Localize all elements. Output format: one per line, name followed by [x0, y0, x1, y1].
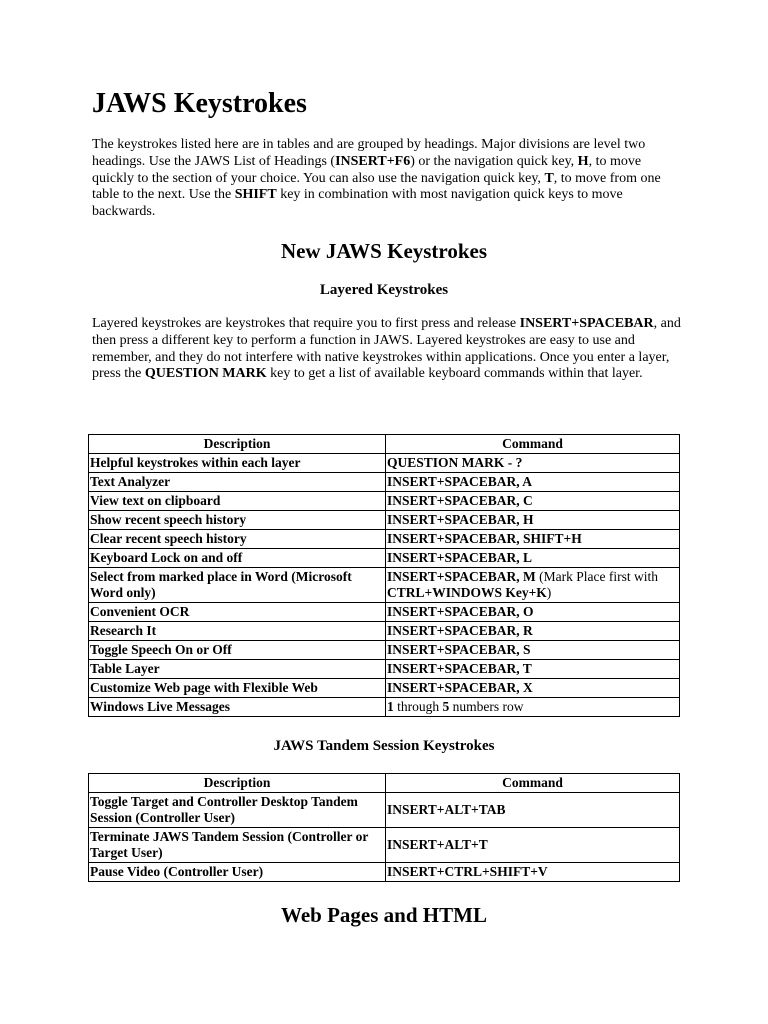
command-bold: 1: [387, 699, 394, 714]
command-cell: INSERT+SPACEBAR, SHIFT+H: [386, 530, 680, 549]
table-row: [89, 454, 680, 473]
intro-bold-1: INSERT+F6: [335, 153, 411, 169]
table-row: [89, 828, 680, 863]
command-cell: INSERT+SPACEBAR, C: [386, 492, 680, 511]
page-title: JAWS Keystrokes: [92, 88, 307, 119]
description-cell: Customize Web page with Flexible Web: [89, 679, 386, 698]
description-cell: Windows Live Messages: [89, 698, 386, 717]
command-cell: [386, 698, 680, 717]
layered-text-2: , and then press a different key to perform a function in JAWS. Layered keystrokes are easy to use and remember, and they do not interfere with native keystrokes within applications. Once you enter a layer, press the: [92, 316, 681, 382]
intro-bold-2: H: [577, 153, 589, 169]
command-cell: INSERT+SPACEBAR, O: [386, 603, 680, 622]
table-row: [89, 793, 680, 828]
table-header-row: [89, 435, 680, 454]
description-cell: Toggle Speech On or Off: [89, 641, 386, 660]
description-cell: Research It: [89, 622, 386, 641]
description-cell: Select from marked place in Word (Microsoft Word only): [89, 568, 386, 603]
subheading-tandem: JAWS Tandem Session Keystrokes: [273, 738, 495, 754]
intro-text-2: ) or the navigation quick key,: [410, 153, 578, 169]
intro-bold-4: SHIFT: [234, 187, 277, 203]
table-row: [89, 549, 680, 568]
column-header-description: Description: [89, 435, 386, 454]
command-cell: [386, 568, 680, 603]
intro-bold-3: T: [544, 170, 554, 186]
column-header-command: Command: [386, 774, 680, 793]
command-bold: CTRL+WINDOWS Key+K: [387, 585, 547, 600]
command-note: numbers row: [449, 699, 524, 714]
command-cell: INSERT+ALT+TAB: [386, 793, 680, 828]
intro-paragraph: [92, 137, 682, 221]
table-row: [89, 530, 680, 549]
intro-text-5: key in combination with most navigation quick keys to move backwards.: [92, 187, 623, 220]
column-header-description: Description: [89, 774, 386, 793]
table-row: [89, 641, 680, 660]
tandem-keystrokes-table: [88, 773, 680, 882]
layered-bold-2: QUESTION MARK: [144, 366, 267, 382]
section-heading-new-keystrokes: New JAWS Keystrokes: [280, 239, 488, 263]
section-heading-web-pages: Web Pages and HTML: [281, 903, 487, 927]
description-cell: Clear recent speech history: [89, 530, 386, 549]
subheading-layered: Layered Keystrokes: [319, 282, 449, 298]
layered-text-1: Layered keystrokes are keystrokes that require you to first press and release: [92, 316, 520, 331]
description-cell: Convenient OCR: [89, 603, 386, 622]
command-cell: INSERT+SPACEBAR, H: [386, 511, 680, 530]
description-cell: Terminate JAWS Tandem Session (Controller or Target User): [89, 828, 386, 863]
command-cell: INSERT+SPACEBAR, R: [386, 622, 680, 641]
intro-text-3: , to move quickly to the section of your choice. You can also use the navigation quick key,: [92, 153, 642, 186]
intro-text-1: The keystrokes listed here are in tables and are grouped by headings. Major divisions are level two headings. Use the JAWS List of Headings (: [92, 137, 646, 169]
table-row: [89, 492, 680, 511]
description-cell: Text Analyzer: [89, 473, 386, 492]
layered-paragraph: [92, 316, 682, 383]
description-cell: Toggle Target and Controller Desktop Tandem Session (Controller User): [89, 793, 386, 828]
command-cell: INSERT+SPACEBAR, L: [386, 549, 680, 568]
table-row: [89, 568, 680, 603]
command-cell: INSERT+ALT+T: [386, 828, 680, 863]
description-cell: View text on clipboard: [89, 492, 386, 511]
table-row: [89, 679, 680, 698]
table-header-row: [89, 774, 680, 793]
command-cell: INSERT+SPACEBAR, A: [386, 473, 680, 492]
table-row: [89, 622, 680, 641]
layered-bold-1: INSERT+SPACEBAR: [519, 316, 654, 331]
command-bold: 5: [442, 699, 450, 714]
command-note: (Mark Place first with: [535, 569, 658, 584]
command-cell: INSERT+SPACEBAR, S: [386, 641, 680, 660]
description-cell: Helpful keystrokes within each layer: [89, 454, 386, 473]
description-cell: Pause Video (Controller User): [89, 863, 386, 882]
intro-text-4: , to move from one table to the next. Use the: [92, 170, 661, 203]
description-cell: Keyboard Lock on and off: [89, 549, 386, 568]
command-cell: INSERT+SPACEBAR, T: [386, 660, 680, 679]
command-cell: INSERT+CTRL+SHIFT+V: [386, 863, 680, 882]
table-row: [89, 863, 680, 882]
command-cell: INSERT+SPACEBAR, X: [386, 679, 680, 698]
column-header-command: Command: [386, 435, 680, 454]
description-cell: Table Layer: [89, 660, 386, 679]
table-row: [89, 660, 680, 679]
table-row: [89, 603, 680, 622]
command-cell: QUESTION MARK - ?: [386, 454, 680, 473]
command-bold: INSERT+SPACEBAR, M: [387, 569, 536, 584]
command-note: ): [546, 585, 552, 600]
layered-keystrokes-table: [88, 434, 680, 717]
table-row: [89, 473, 680, 492]
table-row: [89, 698, 680, 717]
table-row: [89, 511, 680, 530]
description-cell: Show recent speech history: [89, 511, 386, 530]
command-note: through: [393, 699, 443, 714]
layered-text-3: key to get a list of available keyboard commands within that layer.: [266, 366, 643, 382]
